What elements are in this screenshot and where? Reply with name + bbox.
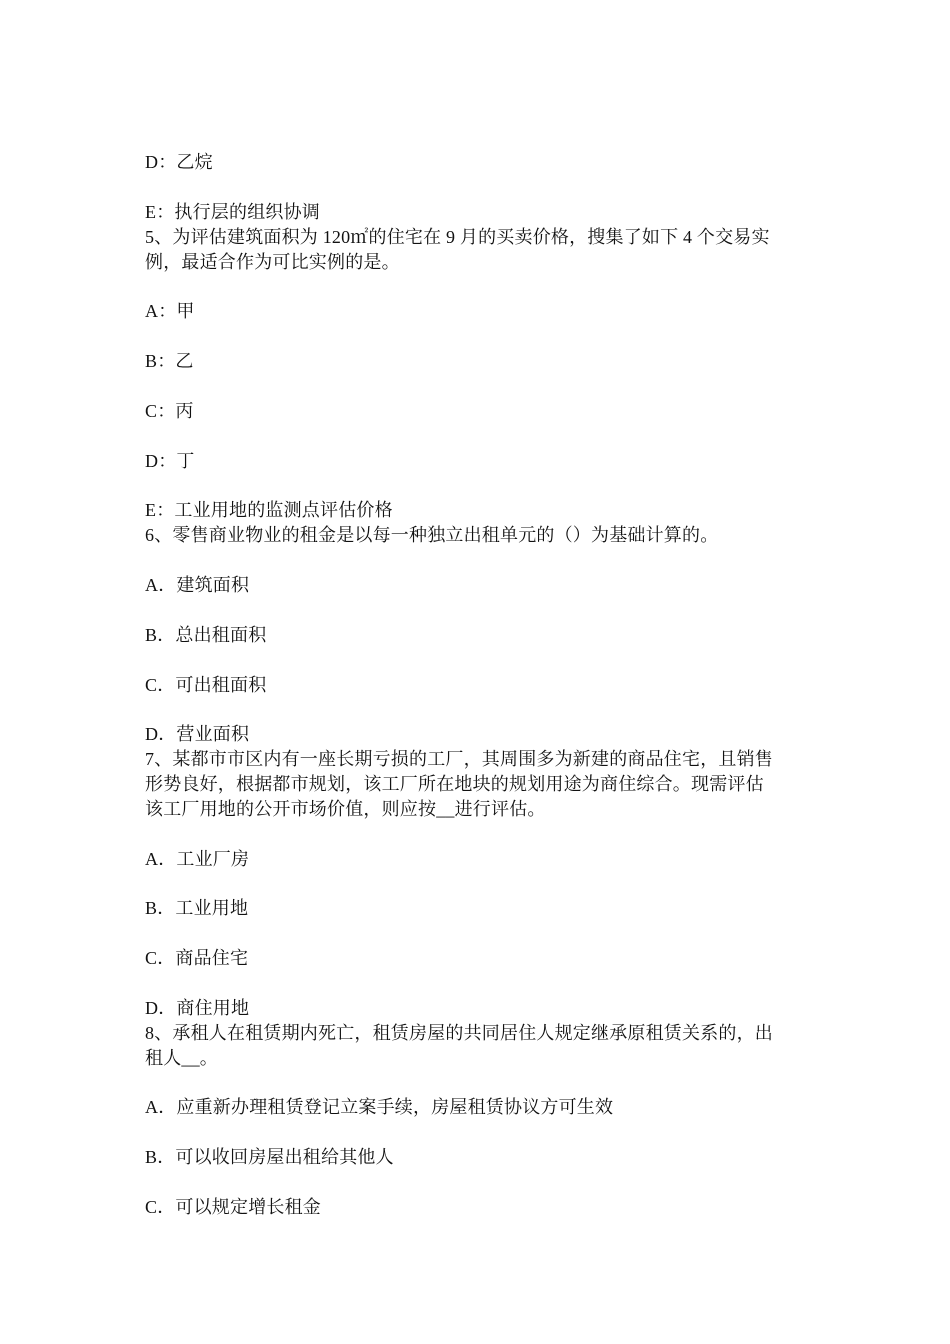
option-a-q5: A：甲 [145,301,195,321]
option-d-q6: D．营业面积 [145,724,250,744]
option-a-q7: A．工业厂房 [145,849,250,869]
option-a-q6: A．建筑面积 [145,575,250,595]
question-7-line-3: 该工厂用地的公开市场价值，则应按__进行评估。 [145,799,546,819]
question-5-line-1: 5、为评估建筑面积为 120㎡的住宅在 9 月的买卖价格，搜集了如下 4 个交易实 [145,227,770,247]
option-e-q4: E：执行层的组织协调 [145,202,320,222]
option-a-q8: A．应重新办理租赁登记立案手续，房屋租赁协议方可生效 [145,1097,614,1117]
option-c-q8: C．可以规定增长租金 [145,1197,322,1217]
option-b-q6: B．总出租面积 [145,625,267,645]
option-c-q7: C．商品住宅 [145,948,249,968]
question-8-line-1: 8、承租人在租赁期内死亡，租赁房屋的共同居住人规定继承原租赁关系的，出 [145,1023,773,1043]
option-d-q7: D．商住用地 [145,998,250,1018]
option-b-q5: B：乙 [145,351,194,371]
question-6-line-1: 6、零售商业物业的租金是以每一种独立出租单元的（）为基础计算的。 [145,525,719,545]
option-d-q4: D：乙烷 [145,152,213,172]
option-c-q6: C．可出租面积 [145,675,267,695]
option-b-q7: B．工业用地 [145,898,249,918]
question-8-line-2: 租人__。 [145,1048,218,1068]
option-b-q8: B．可以收回房屋出租给其他人 [145,1147,394,1167]
option-e-q5: E：工业用地的监测点评估价格 [145,500,393,520]
question-5-line-2: 例，最适合作为可比实例的是。 [145,252,400,272]
option-c-q5: C：丙 [145,401,194,421]
question-7-line-2: 形势良好，根据都市规划，该工厂所在地块的规划用途为商住综合。现需评估 [145,774,764,794]
option-d-q5: D：丁 [145,451,195,471]
question-7-line-1: 7、某都市市区内有一座长期亏损的工厂，其周围多为新建的商品住宅，且销售 [145,749,773,769]
